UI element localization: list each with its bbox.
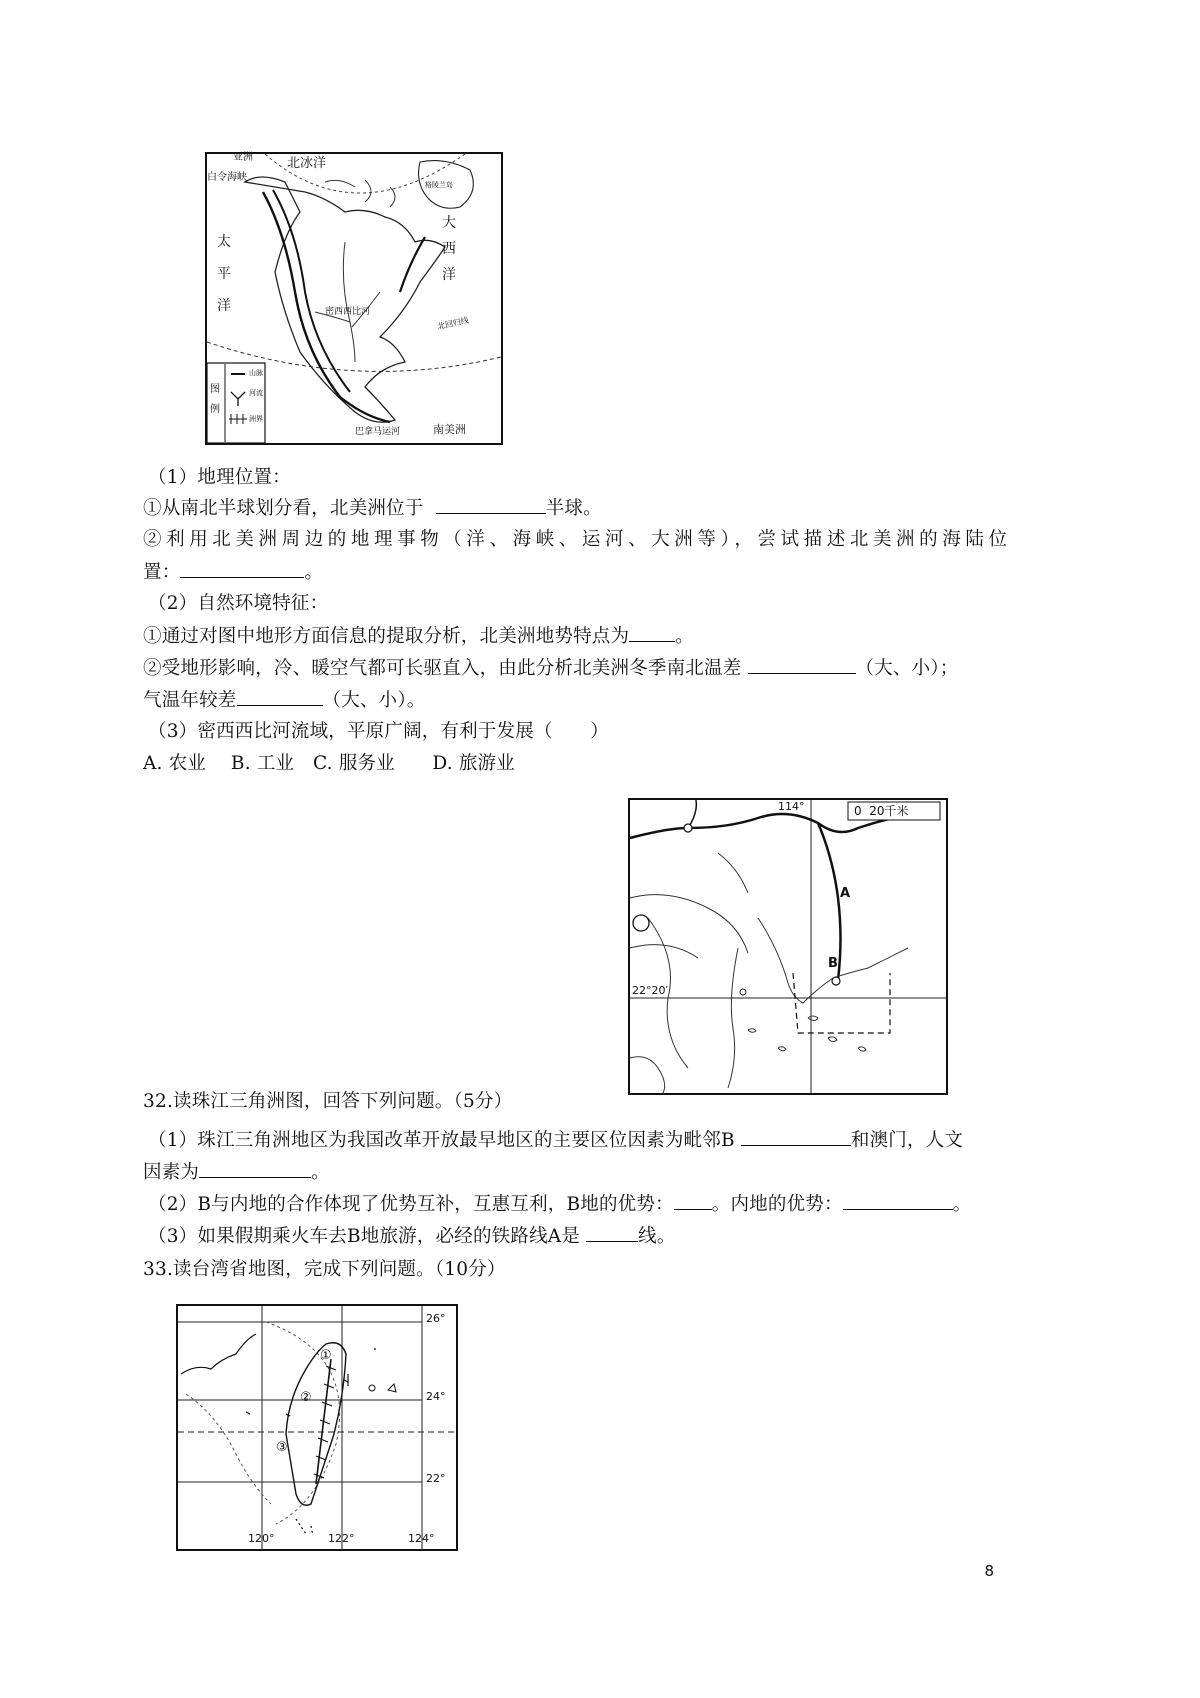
legend-item-mountains: 山脉	[249, 369, 263, 377]
answer-blank[interactable]	[843, 1191, 953, 1210]
answer-blank[interactable]	[199, 1159, 311, 1178]
label-mississippi: 密西西比河	[325, 307, 371, 317]
legend-title: 图例	[210, 384, 220, 415]
label-lat-2220: 22°20′	[632, 984, 668, 997]
q31-part1-title: （1）地理位置：	[148, 467, 291, 488]
pearl-river-delta-map	[628, 798, 948, 1095]
q31-q4-cont: 气温年较差 （大、小）。	[143, 687, 425, 714]
q31-options: A. 农业 B. 工业 C. 服务业 D. 旅游业	[143, 753, 515, 774]
answer-blank[interactable]	[436, 495, 546, 514]
scale-label: 0 20千米	[854, 804, 909, 818]
answer-blank[interactable]	[586, 1223, 638, 1242]
marker-1: ①	[320, 1348, 332, 1363]
q32-p3: （3）如果假期乘火车去B地旅游，必经的铁路线A是 线。	[148, 1223, 676, 1250]
lon-label-120: 120°	[248, 1532, 275, 1545]
north-america-map	[205, 152, 503, 445]
label-atlantic-ocean: 大西洋	[442, 215, 456, 283]
q33-title: 33.读台湾省地图，完成下列问题。（10分）	[143, 1259, 506, 1280]
q32-title: 32.读珠江三角洲图，回答下列问题。（5分）	[143, 1091, 513, 1112]
label-asia: 亚洲	[233, 152, 253, 163]
label-greenland: 格陵兰岛	[425, 181, 453, 189]
label-panama: 巴拿马运河	[355, 427, 401, 437]
label-tropic: 北回归线	[436, 315, 470, 332]
lon-label-124: 124°	[408, 1532, 435, 1545]
q31-q4: ②受地形影响，冷、暖空气都可长驱直入，由此分析北美洲冬季南北温差 （大、小）；	[143, 655, 958, 682]
label-south-america: 南美洲	[433, 423, 466, 436]
label-arctic-ocean: 北冰洋	[287, 156, 327, 171]
legend-item-boundary: 洲界	[249, 415, 263, 423]
q31-q2-cont: 置： 。	[143, 559, 323, 586]
lat-label-22: 22°	[426, 1472, 446, 1485]
q31-q3: ①通过对图中地形方面信息的提取分析，北美洲地势特点为 。	[143, 623, 694, 650]
q31-part2-title: （2）自然环境特征：	[148, 593, 329, 614]
marker-2: ②	[300, 1390, 312, 1405]
legend-item-rivers: 河流	[249, 389, 263, 397]
answer-blank[interactable]	[629, 623, 675, 642]
answer-blank[interactable]	[674, 1191, 712, 1210]
label-bering-strait: 白令海峡	[207, 172, 247, 183]
answer-blank[interactable]	[741, 1127, 851, 1146]
lat-label-24: 24°	[426, 1390, 446, 1403]
answer-blank[interactable]	[180, 559, 304, 578]
lat-label-26: 26°	[426, 1312, 446, 1325]
q32-p1: （1）珠江三角洲地区为我国改革开放最早地区的主要区位因素为毗邻B 和澳门，人文	[148, 1127, 963, 1154]
q32-p1-cont: 因素为 。	[143, 1159, 330, 1186]
q31-part3: （3）密西西比河流域，平原广阔，有利于发展（ ）	[148, 721, 609, 742]
q31-q1: ①从南北半球划分看，北美洲位于 半球。	[143, 495, 602, 522]
answer-blank[interactable]	[748, 655, 856, 674]
label-lon-114: 114°	[778, 800, 805, 813]
label-pacific-ocean: 太平洋	[217, 234, 231, 314]
label-b: B	[828, 956, 838, 971]
q32-p2: （2）B与内地的合作体现了优势互补，互惠互利，B地的优势： 。内地的优势： 。	[148, 1191, 971, 1218]
answer-blank[interactable]	[237, 687, 323, 706]
marker-3: ③	[276, 1440, 288, 1455]
lon-label-122: 122°	[328, 1532, 355, 1545]
q31-q2: ②利用北美洲周边的地理事物（洋、海峡、运河、大洲等），尝试描述北美洲的海陆位	[143, 529, 1012, 550]
label-railway-a: A	[840, 886, 851, 901]
taiwan-map	[176, 1304, 458, 1551]
page-number: 8	[984, 1562, 994, 1580]
